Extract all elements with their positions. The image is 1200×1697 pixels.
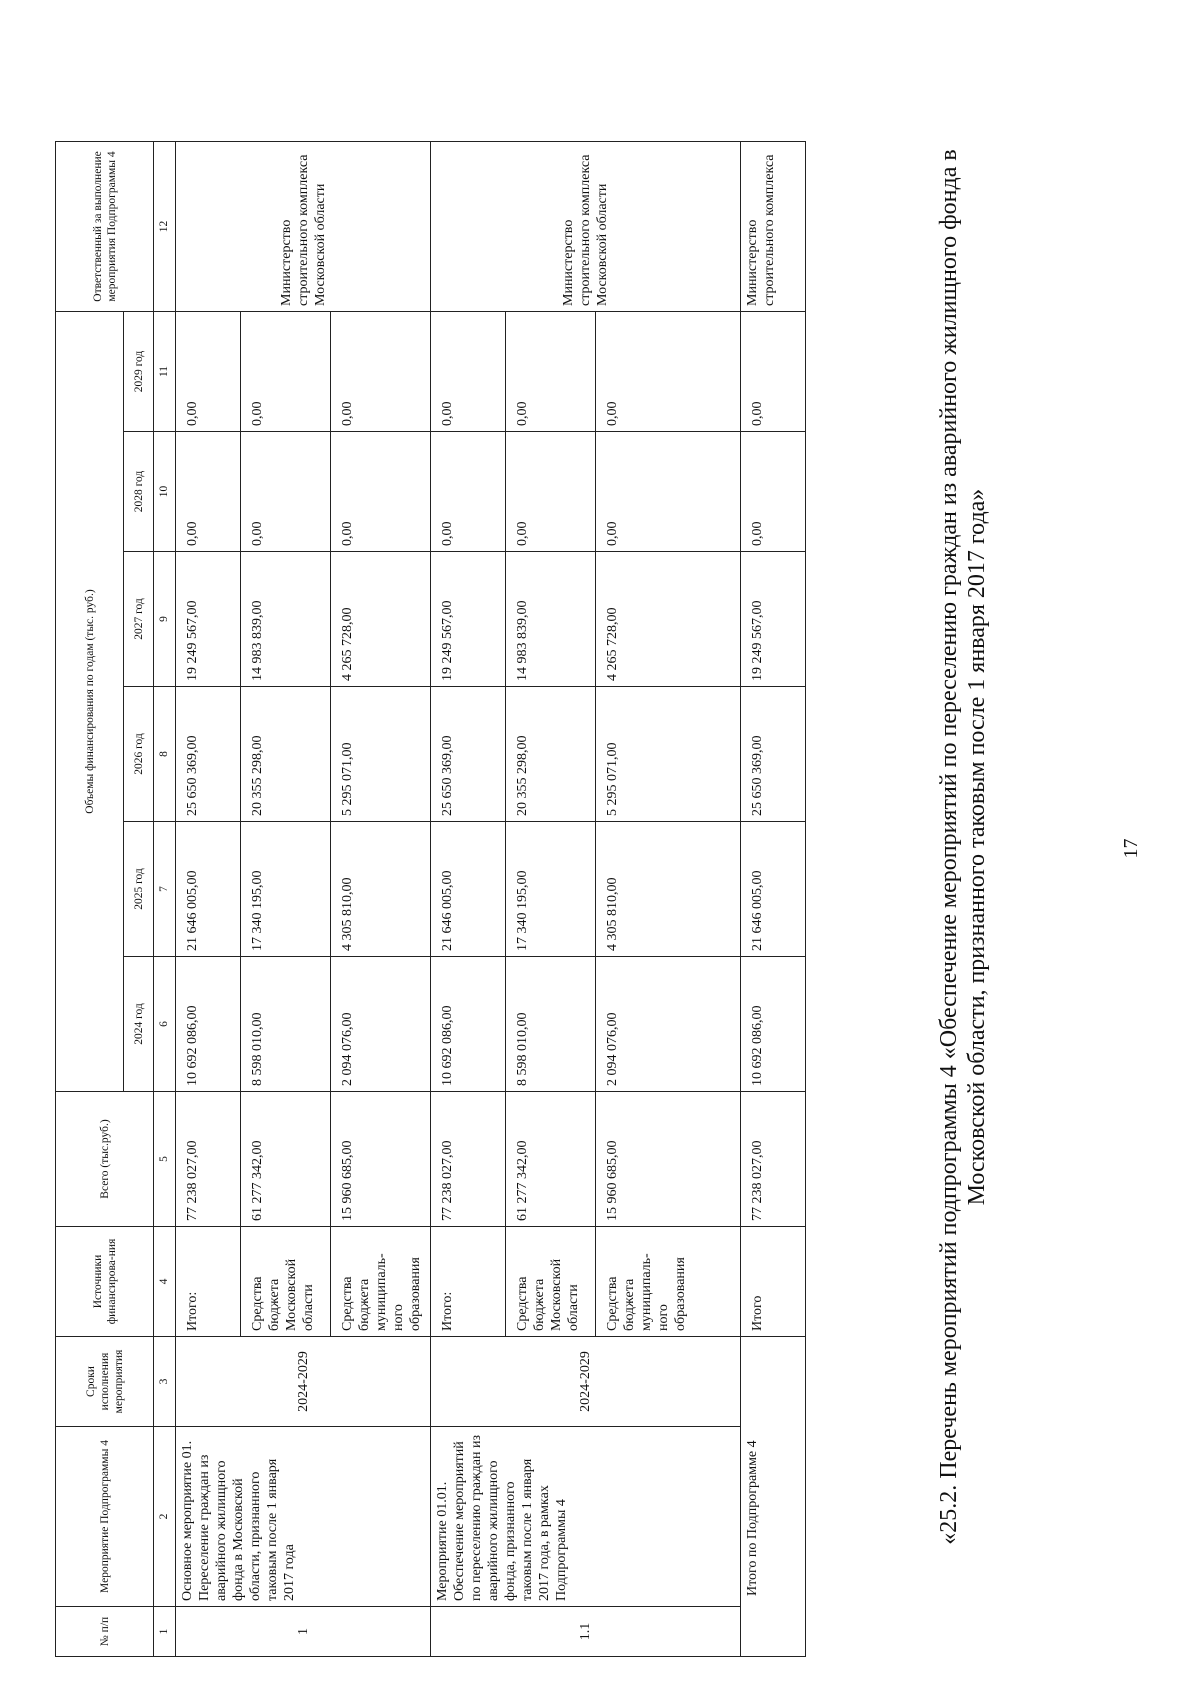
value-2026: 20 355 298,00	[241, 687, 331, 822]
column-number: 6	[154, 957, 176, 1092]
value-2026: 25 650 369,00	[176, 687, 241, 822]
value-2028: 0,00	[431, 432, 506, 552]
row-number: 1	[176, 1607, 431, 1657]
value-2027: 14 983 839,00	[506, 552, 596, 687]
total-value: 77 238 027,00	[431, 1092, 506, 1227]
column-number: 5	[154, 1092, 176, 1227]
value-2025: 21 646 005,00	[741, 822, 806, 957]
value-2026: 20 355 298,00	[506, 687, 596, 822]
column-number: 9	[154, 552, 176, 687]
total-value: 15 960 685,00	[331, 1092, 431, 1227]
value-2029: 0,00	[506, 312, 596, 432]
column-number: 2	[154, 1427, 176, 1607]
header-volumes: Объемы финансирования по годам (тыс. руб.)	[56, 312, 124, 1092]
value-2027: 4 265 728,00	[596, 552, 741, 687]
header-terms: Сроки исполнения мероприятия	[56, 1337, 154, 1427]
funding-source: Итого	[741, 1227, 806, 1337]
header-year-2029: 2029 год	[124, 312, 154, 432]
header-year-2024: 2024 год	[124, 957, 154, 1092]
value-2026: 5 295 071,00	[596, 687, 741, 822]
value-2028: 0,00	[506, 432, 596, 552]
value-2024: 8 598 010,00	[506, 957, 596, 1092]
column-number-row	[154, 142, 176, 1657]
funding-source: Средства бюджета Московской области	[241, 1227, 331, 1337]
value-2028: 0,00	[741, 432, 806, 552]
value-2024: 10 692 086,00	[741, 957, 806, 1092]
value-2029: 0,00	[176, 312, 241, 432]
header-event: Мероприятие Подпрограммы 4	[56, 1427, 154, 1607]
value-2027: 4 265 728,00	[331, 552, 431, 687]
responsible: Министерство строительного комплекса Московской области	[431, 142, 741, 312]
header-responsible: Ответственный за выполнение мероприятия Подпрограммы 4	[56, 142, 154, 312]
funding-source: Итого:	[431, 1227, 506, 1337]
column-number: 7	[154, 822, 176, 957]
value-2025: 17 340 195,00	[506, 822, 596, 957]
value-2026: 25 650 369,00	[431, 687, 506, 822]
value-2029: 0,00	[431, 312, 506, 432]
header-total: Всего (тыс.руб.)	[56, 1092, 154, 1227]
page-number: 17	[1120, 838, 1142, 859]
responsible: Министерство строительного комплекса Московской области	[176, 142, 431, 312]
event-terms: 2024-2029	[431, 1337, 741, 1427]
value-2029: 0,00	[741, 312, 806, 432]
event-name: Мероприятие 01.01. Обеспечение мероприятий по переселению граждан из аварийного жилищного фонда, признанного таковым после 1 января 2017 года, в рамках Подпрограммы 4	[431, 1427, 741, 1607]
header-row-1	[56, 142, 124, 1657]
header-year-2025: 2025 год	[124, 822, 154, 957]
value-2025: 17 340 195,00	[241, 822, 331, 957]
total-value: 61 277 342,00	[506, 1092, 596, 1227]
column-number: 3	[154, 1337, 176, 1427]
value-2026: 5 295 071,00	[331, 687, 431, 822]
value-2026: 25 650 369,00	[741, 687, 806, 822]
value-2027: 14 983 839,00	[241, 552, 331, 687]
header-num: № п/п	[56, 1607, 154, 1657]
value-2027: 19 249 567,00	[431, 552, 506, 687]
funding-source: Средства бюджета Московской области	[506, 1227, 596, 1337]
responsible: Министерство строительного комплекса	[741, 142, 806, 312]
value-2024: 10 692 086,00	[176, 957, 241, 1092]
value-2024: 8 598 010,00	[241, 957, 331, 1092]
column-number: 1	[154, 1607, 176, 1657]
column-number: 8	[154, 687, 176, 822]
value-2028: 0,00	[176, 432, 241, 552]
column-number: 12	[154, 142, 176, 312]
column-number: 4	[154, 1227, 176, 1337]
header-year-2027: 2027 год	[124, 552, 154, 687]
title-line-1: «25.2. Перечень мероприятий подпрограммы 4 «Обеспечение мероприятий по переселению граждан из аварийного жилищного фонда в	[936, 149, 962, 1545]
header-year-2028: 2028 год	[124, 432, 154, 552]
measures-table	[55, 141, 806, 1657]
value-2024: 10 692 086,00	[431, 957, 506, 1092]
total-value: 77 238 027,00	[176, 1092, 241, 1227]
table-row	[176, 142, 241, 1657]
value-2024: 2 094 076,00	[596, 957, 741, 1092]
title-line-2: Московской области, признанного таковым после 1 января 2017 года»	[964, 488, 990, 1206]
value-2028: 0,00	[241, 432, 331, 552]
value-2025: 4 305 810,00	[331, 822, 431, 957]
header-sources: Источники финансирова-ния	[56, 1227, 154, 1337]
summary-label: Итого по Подпрограмме 4	[741, 1337, 806, 1657]
summary-row	[741, 142, 806, 1657]
funding-source: Итого:	[176, 1227, 241, 1337]
value-2028: 0,00	[596, 432, 741, 552]
header-year-2026: 2026 год	[124, 687, 154, 822]
value-2029: 0,00	[241, 312, 331, 432]
value-2024: 2 094 076,00	[331, 957, 431, 1092]
value-2029: 0,00	[331, 312, 431, 432]
value-2025: 21 646 005,00	[176, 822, 241, 957]
table-row	[431, 142, 506, 1657]
value-2025: 21 646 005,00	[431, 822, 506, 957]
event-name: Основное мероприятие 01. Переселение граждан из аварийного жилищного фонда в Московской области, признанного таковым после 1 января 2017 года	[176, 1427, 431, 1607]
value-2027: 19 249 567,00	[741, 552, 806, 687]
row-number: 1.1	[431, 1607, 741, 1657]
total-value: 77 238 027,00	[741, 1092, 806, 1227]
total-value: 61 277 342,00	[241, 1092, 331, 1227]
funding-source: Средства бюджета муниципаль-ного образования	[596, 1227, 741, 1337]
value-2025: 4 305 810,00	[596, 822, 741, 957]
event-terms: 2024-2029	[176, 1337, 431, 1427]
document-title	[935, 117, 991, 1577]
value-2029: 0,00	[596, 312, 741, 432]
column-number: 10	[154, 432, 176, 552]
column-number: 11	[154, 312, 176, 432]
value-2027: 19 249 567,00	[176, 552, 241, 687]
value-2028: 0,00	[331, 432, 431, 552]
total-value: 15 960 685,00	[596, 1092, 741, 1227]
funding-source: Средства бюджета муниципаль-ного образования	[331, 1227, 431, 1337]
